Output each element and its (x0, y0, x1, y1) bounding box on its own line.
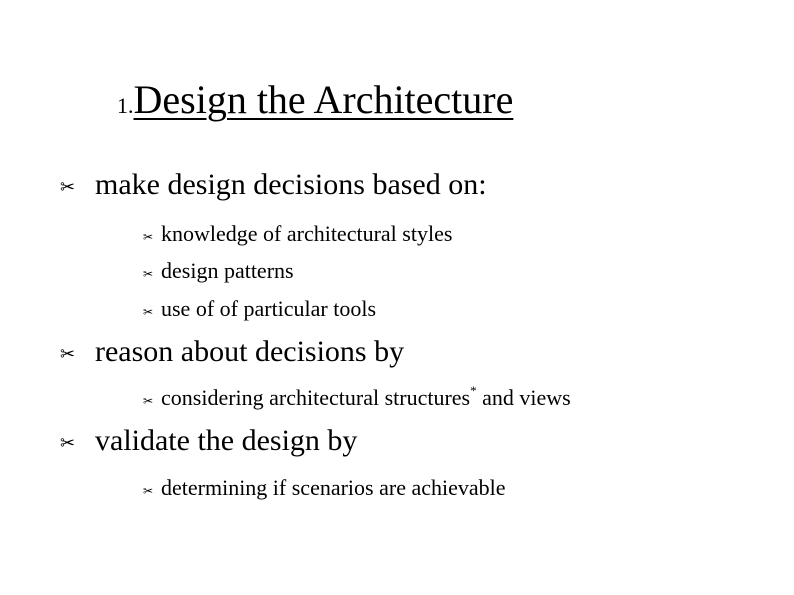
sub-bullet-particular-tools (143, 298, 743, 324)
bullet-reason-about-decisions (60, 337, 760, 371)
scissors-bullet-icon: ✂ (143, 394, 154, 408)
title-number: 1. (117, 93, 134, 118)
sub-bullet-design-patterns (143, 260, 743, 286)
scissors-bullet-icon: ✂ (60, 433, 76, 454)
footnote-asterisk: * (470, 383, 477, 398)
bullet-text: reason about decisions by (95, 335, 405, 368)
scissors-bullet-icon: ✂ (143, 484, 154, 498)
sub-bullet-knowledge-styles (143, 223, 743, 249)
bullet-make-design-decisions (60, 170, 760, 204)
scissors-bullet-icon: ✂ (143, 305, 154, 319)
sub-bullet-text: knowledge of architectural styles (161, 221, 453, 246)
sub-bullet-text (161, 383, 571, 410)
scissors-bullet-icon: ✂ (60, 177, 76, 198)
scissors-bullet-icon: ✂ (143, 267, 154, 281)
scissors-bullet-icon: ✂ (143, 230, 154, 244)
bullet-validate-design (60, 426, 760, 460)
bullet-text: make design decisions based on: (95, 168, 487, 201)
title-text: Design the Architecture (133, 77, 514, 122)
sub-bullet-text-main: considering architectural structures (161, 385, 471, 410)
slide-title (117, 77, 514, 122)
scissors-bullet-icon: ✂ (60, 344, 76, 365)
sub-bullet-text-tail: and views (476, 385, 571, 410)
sub-bullet-text: design patterns (161, 258, 294, 283)
sub-bullet-considering-structures (143, 383, 783, 413)
sub-bullet-text: use of of particular tools (161, 296, 377, 321)
bullet-text: validate the design by (95, 424, 358, 457)
sub-bullet-scenarios-achievable (143, 477, 743, 503)
sub-bullet-text: determining if scenarios are achievable (161, 475, 506, 500)
